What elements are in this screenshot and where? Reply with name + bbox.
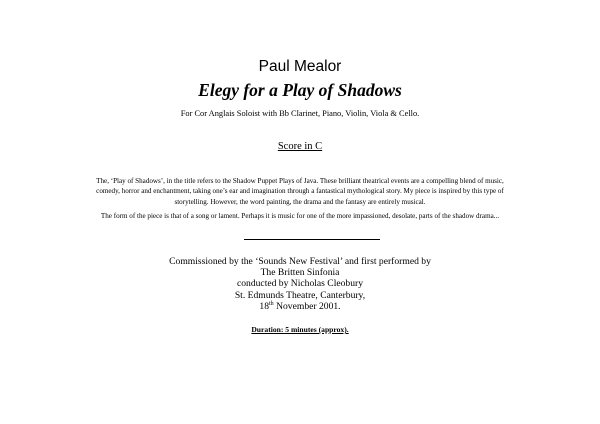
date-ordinal: th: [269, 300, 274, 307]
conductor-line: conducted by Nicholas Cleobury: [236, 278, 364, 290]
work-title: Elegy for a Play of Shadows: [198, 80, 402, 100]
duration-note: Duration: 5 minutes (approx).: [251, 325, 349, 334]
programme-note-paragraph: The form of the piece is that of a song or lament. Perhaps it is music for one of the more impassioned, desolate, parts of the shadow drama...: [100, 212, 500, 220]
commission-block: [0, 256, 600, 312]
date-day: 18: [259, 300, 270, 312]
divider-rule: [244, 239, 380, 240]
date-rest: November 2001.: [273, 300, 341, 312]
venue-line: St. Edmunds Theatre, Canterbury,: [234, 289, 366, 301]
premiere-date: [0, 301, 600, 312]
instrumentation-line: For Cor Anglais Soloist with Bb Clarinet, Piano, Violin, Viola & Cello.: [180, 109, 420, 118]
score-label: Score in C: [277, 141, 323, 152]
programme-note-paragraph: The, ‘Play of Shadows’, in the title refers to the Shadow Puppet Plays of Java. These brilliant theatrical events are a compelling blend of music, comedy, horror and enchantment, taking one’s ear and imagination through a fantastical mythological story. My piece is inspired by this type of storytelling. However, the word painting, the drama and the fantasy are entirely musical.: [96, 177, 504, 206]
ensemble-name: The Britten Sinfonia: [260, 267, 340, 279]
composer-name: Paul Mealor: [258, 58, 342, 75]
commission-line: Commissioned by the ‘Sounds New Festival’ and first performed by: [169, 256, 431, 267]
